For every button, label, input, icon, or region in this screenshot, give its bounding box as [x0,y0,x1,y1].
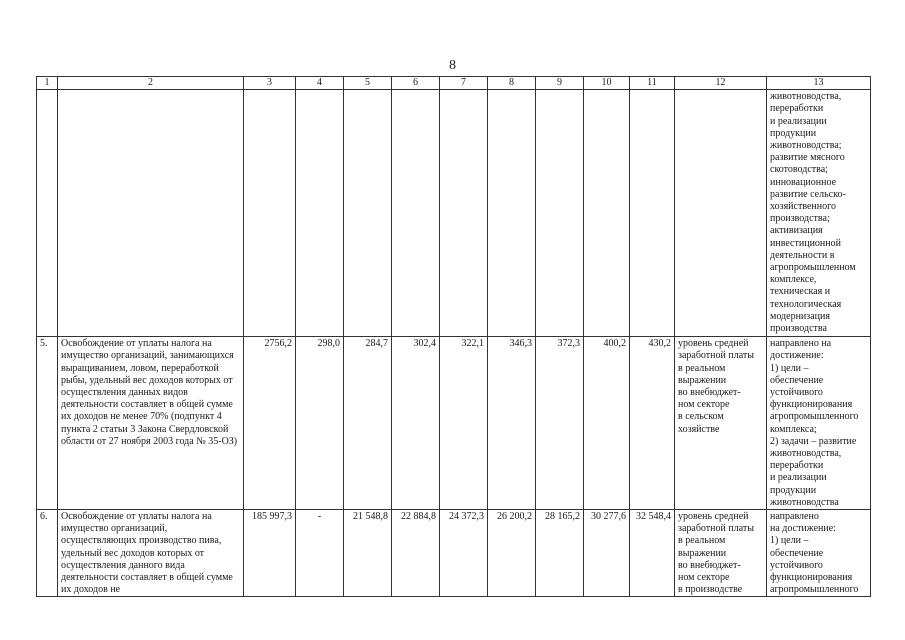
column-header: 7 [440,77,488,90]
column-header: 4 [296,77,344,90]
value-cell: 284,7 [344,337,392,510]
page-number: 8 [449,58,456,73]
row-indicator: уровень средней заработной платы в реальном выражении во внебюджет- ном секторе в производстве [675,510,767,597]
row-direction: животноводства, переработки и реализации продукции животноводства; развитие мясного скотоводства; инновационное развитие сельско- хозяйственного производства; активизация инвестиционной деятельности в агропромышленном комплексе, техническая и технологическая модернизация производства [767,90,871,337]
row-number [37,90,58,337]
value-cell: 32 548,4 [630,510,675,597]
row-number: 5. [37,337,58,510]
column-header: 8 [488,77,536,90]
table-row-6 [37,510,871,597]
value-cell: 26 200,2 [488,510,536,597]
value-cell [536,90,584,337]
value-cell [392,90,440,337]
value-cell: - [296,510,344,597]
value-cell: 22 884,8 [392,510,440,597]
value-cell: 346,3 [488,337,536,510]
row-direction: направлено на достижение: 1) цели – обеспечение устойчивого функционирования агропромышленного комплекса; 2) задачи – развитие животноводства, переработки и реализации продукции животноводства [767,337,871,510]
value-cell: 2756,2 [244,337,296,510]
value-cell [488,90,536,337]
row-indicator: уровень средней заработной платы в реальном выражении во внебюджет- ном секторе в сельском хозяйстве [675,337,767,510]
table-row-continuation [37,90,871,337]
column-header: 5 [344,77,392,90]
column-header: 13 [767,77,871,90]
value-cell: 302,4 [392,337,440,510]
column-header: 10 [584,77,630,90]
row-description [58,90,244,337]
column-header: 2 [58,77,244,90]
value-cell [244,90,296,337]
value-cell [630,90,675,337]
value-cell [584,90,630,337]
value-cell [440,90,488,337]
row-indicator [675,90,767,337]
value-cell: 322,1 [440,337,488,510]
column-header: 1 [37,77,58,90]
row-direction: направлено на достижение: 1) цели – обеспечение устойчивого функционирования агропромышленного [767,510,871,597]
row-number: 6. [37,510,58,597]
column-header: 11 [630,77,675,90]
value-cell: 372,3 [536,337,584,510]
value-cell: 185 997,3 [244,510,296,597]
value-cell: 21 548,8 [344,510,392,597]
value-cell: 400,2 [584,337,630,510]
column-header: 9 [536,77,584,90]
tax-relief-table [36,76,871,597]
column-number-row [37,77,871,90]
value-cell: 30 277,6 [584,510,630,597]
column-header: 3 [244,77,296,90]
value-cell: 28 165,2 [536,510,584,597]
column-header: 12 [675,77,767,90]
column-header: 6 [392,77,440,90]
row-description: Освобождение от уплаты налога на имущество организаций, осуществляющих производство пива, удельный вес доходов которых от осуществления данного вида деятельности составляет в общей сумме их доходов не [58,510,244,597]
value-cell: 298,0 [296,337,344,510]
row-description: Освобождение от уплаты налога на имущество организаций, занимающихся выращиванием, ловом, переработкой рыбы, удельный вес доходов которых от осуществления данных видов деятельности составляет в общей сумме их доходов не менее 70% (подпункт 4 пункта 2 статьи 3 Закона Свердловской области от 27 ноября 2003 года № 35-ОЗ) [58,337,244,510]
table-row-5 [37,337,871,510]
value-cell: 430,2 [630,337,675,510]
value-cell: 24 372,3 [440,510,488,597]
value-cell [344,90,392,337]
value-cell [296,90,344,337]
